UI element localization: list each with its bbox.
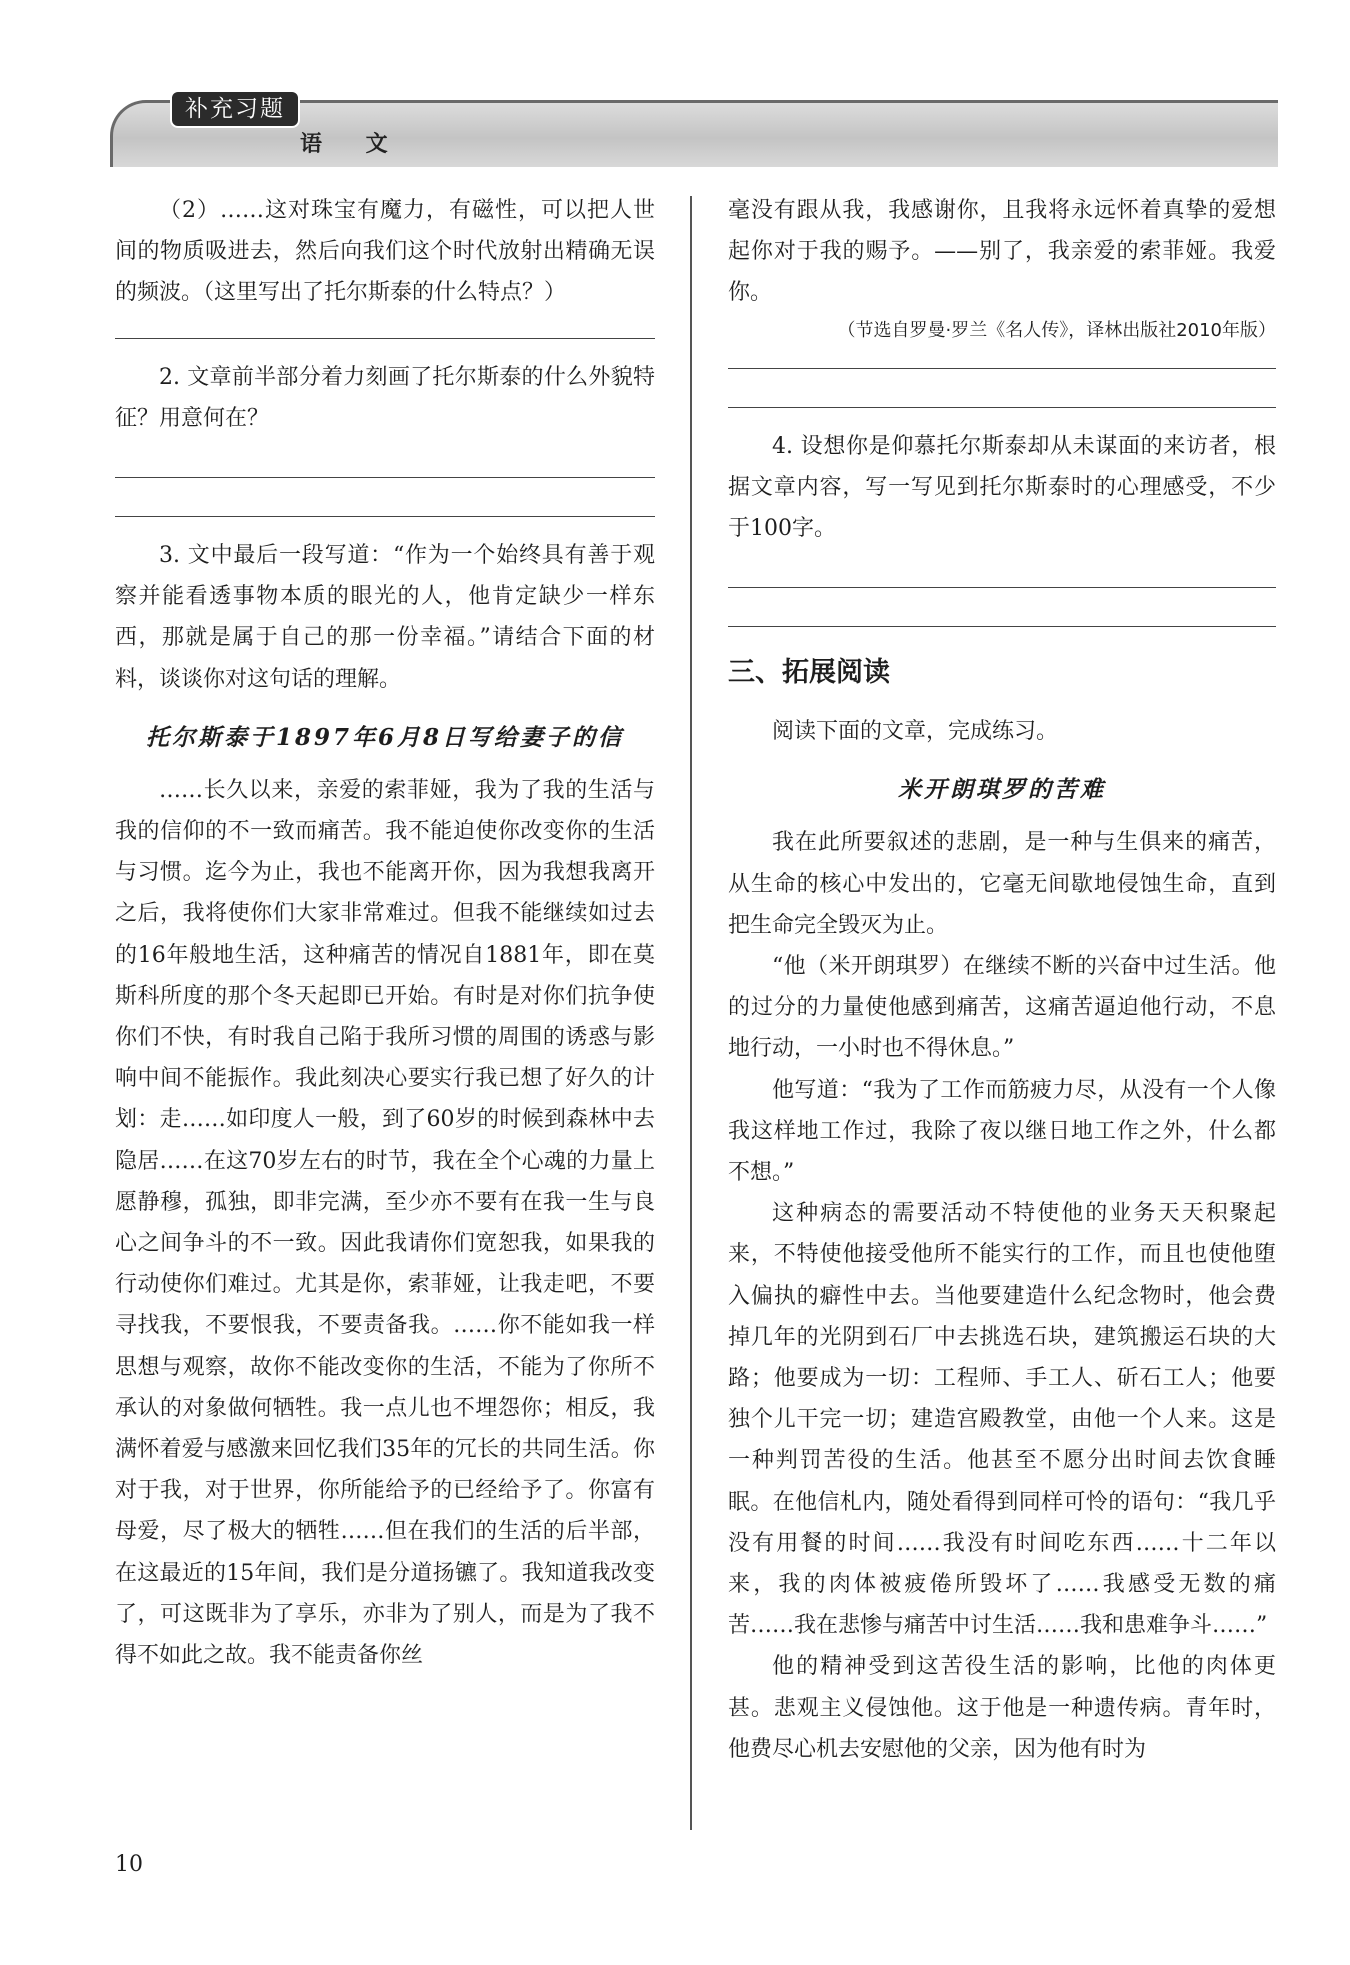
letter-title: 托尔斯泰于1897年6月8日写给妻子的信 <box>145 723 625 751</box>
instruction-text: 阅读下面的文章，完成练习。 <box>772 719 1059 745</box>
section-heading: 三、拓展阅读 <box>728 657 890 689</box>
source-citation: （节选自罗曼·罗兰《名人传》，译林出版社2010年版） <box>837 319 1276 341</box>
question-3: 3. 文中最后一段写道：“作为一个始终具有善于观察并能看透事物本质的眼光的人，他肯定缺少一样东西，那就是属于自己的那一份幸福。”请结合下面的材料，谈谈你对这句话的理解。 <box>115 543 655 692</box>
article-paragraph: “他（米开朗琪罗）在继续不断的兴奋中过生活。他的过分的力量使他感到痛苦，这痛苦逼迫他行动，不息地行动，一小时也不得休息。” <box>728 954 1276 1062</box>
article-paragraph: 我在此所要叙述的悲剧，是一种与生俱来的痛苦，从生命的核心中发出的，它毫无间歇地侵蚀生命，直到把生命完全毁灭为止。 <box>728 830 1276 938</box>
question-2: 2. 文章前半部分着力刻画了托尔斯泰的什么外貌特征？用意何在？ <box>115 364 655 431</box>
letter-body: ……长久以来，亲爱的索菲娅，我为了我的生活与我的信仰的不一致而痛苦。我不能迫使你改变你的生活与习惯。迄今为止，我也不能离开你，因为我想我离开之后，我将使你们大家非常难过。但我不能继续如过去的16年般地生活，这种痛苦的情况自1881年，即在莫斯科所度的那个冬天起即已开始。有时是对你们抗争使你们不快，有时我自己陷于我所习惯的周围的诱惑与影响中间不能振作。我此刻决心要实行我已想了好久的计划：走……如印度人一般，到了60岁的时候到森林中去隐居……在这70岁左右的时节，我在全个心魂的力量上愿静穆，孤独，即非完满，至少亦不要有在我一生与良心之间争斗的不一致。因此我请你们宽恕我，如果我的行动使你们难过。尤其是你，索菲娅，让我走吧，不要寻找我，不要恨我，不要责备我。……你不能如我一样思想与观察，故你不能改变你的生活，不能为了你所不承认的对象做何牺牲。我一点儿也不埋怨你；相反，我满怀着爱与感激来回忆我们35年的冗长的共同生活。你对于我，对于世界，你所能给予的已经给予了。你富有母爱，尽了极大的牺牲……但在我们的生活的后半部，在这最近的15年间，我们是分道扬镳了。我知道我改变了，可这既非为了享乐，亦非为了别人，而是为了我不得不如此之故。我不能责备你丝 <box>115 777 655 1669</box>
question-1-2: （2）……这对珠宝有魔力，有磁性，可以把人世间的物质吸进去，然后向我们这个时代放射出精确无误的频波。（这里写出了托尔斯泰的什么特点？） <box>115 198 655 306</box>
section-tag: 补充习题 <box>170 90 300 128</box>
answer-line <box>728 626 1276 627</box>
article-title: 米开朗琪罗的苦难 <box>898 776 1106 804</box>
left-column <box>115 190 655 1676</box>
answer-line <box>728 587 1276 588</box>
subject-label: 语 文 <box>300 132 406 157</box>
letter-continuation: 毫没有跟从我，我感谢你，且我将永远怀着真挚的爱想起你对于我的赐予。——别了，我亲爱的索菲娅。我爱你。 <box>728 198 1276 306</box>
article-paragraph: 这种病态的需要活动不特使他的业务天天积聚起来，不特使他接受他所不能实行的工作，而且也使他堕入偏执的癖性中去。当他要建造什么纪念物时，他会费掉几年的光阴到石厂中去挑选石块，建筑搬运石块的大路；他要成为一切：工程师、手工人、斫石工人；他要独个儿干完一切；建造宫殿教堂，由他一个人来。这是一种判罚苦役的生活。他甚至不愿分出时间去饮食睡眠。在他信札内，随处看得到同样可怜的语句：“我几乎没有用餐的时间……我没有时间吃东西……十二年以来，我的肉体被疲倦所毁坏了……我感受无数的痛苦……我在悲惨与痛苦中讨生活……我和患难争斗……” <box>728 1201 1276 1639</box>
right-column <box>728 190 1276 1770</box>
article-paragraph: 他的精神受到这苦役生活的影响，比他的肉体更甚。悲观主义侵蚀他。这于他是一种遗传病。青年时，他费尽心机去安慰他的父亲，因为他有时为 <box>728 1654 1276 1762</box>
page-number: 10 <box>115 1852 143 1877</box>
answer-line <box>728 368 1276 369</box>
answer-line <box>115 477 655 478</box>
article-paragraph: 他写道：“我为了工作而筋疲力尽，从没有一个人像我这样地工作过，我除了夜以继日地工作之外，什么都不想。” <box>728 1077 1276 1186</box>
column-divider <box>690 196 692 1830</box>
question-4: 4. 设想你是仰慕托尔斯泰却从未谋面的来访者，根据文章内容，写一写见到托尔斯泰时的心理感受，不少于100字。 <box>728 433 1276 542</box>
